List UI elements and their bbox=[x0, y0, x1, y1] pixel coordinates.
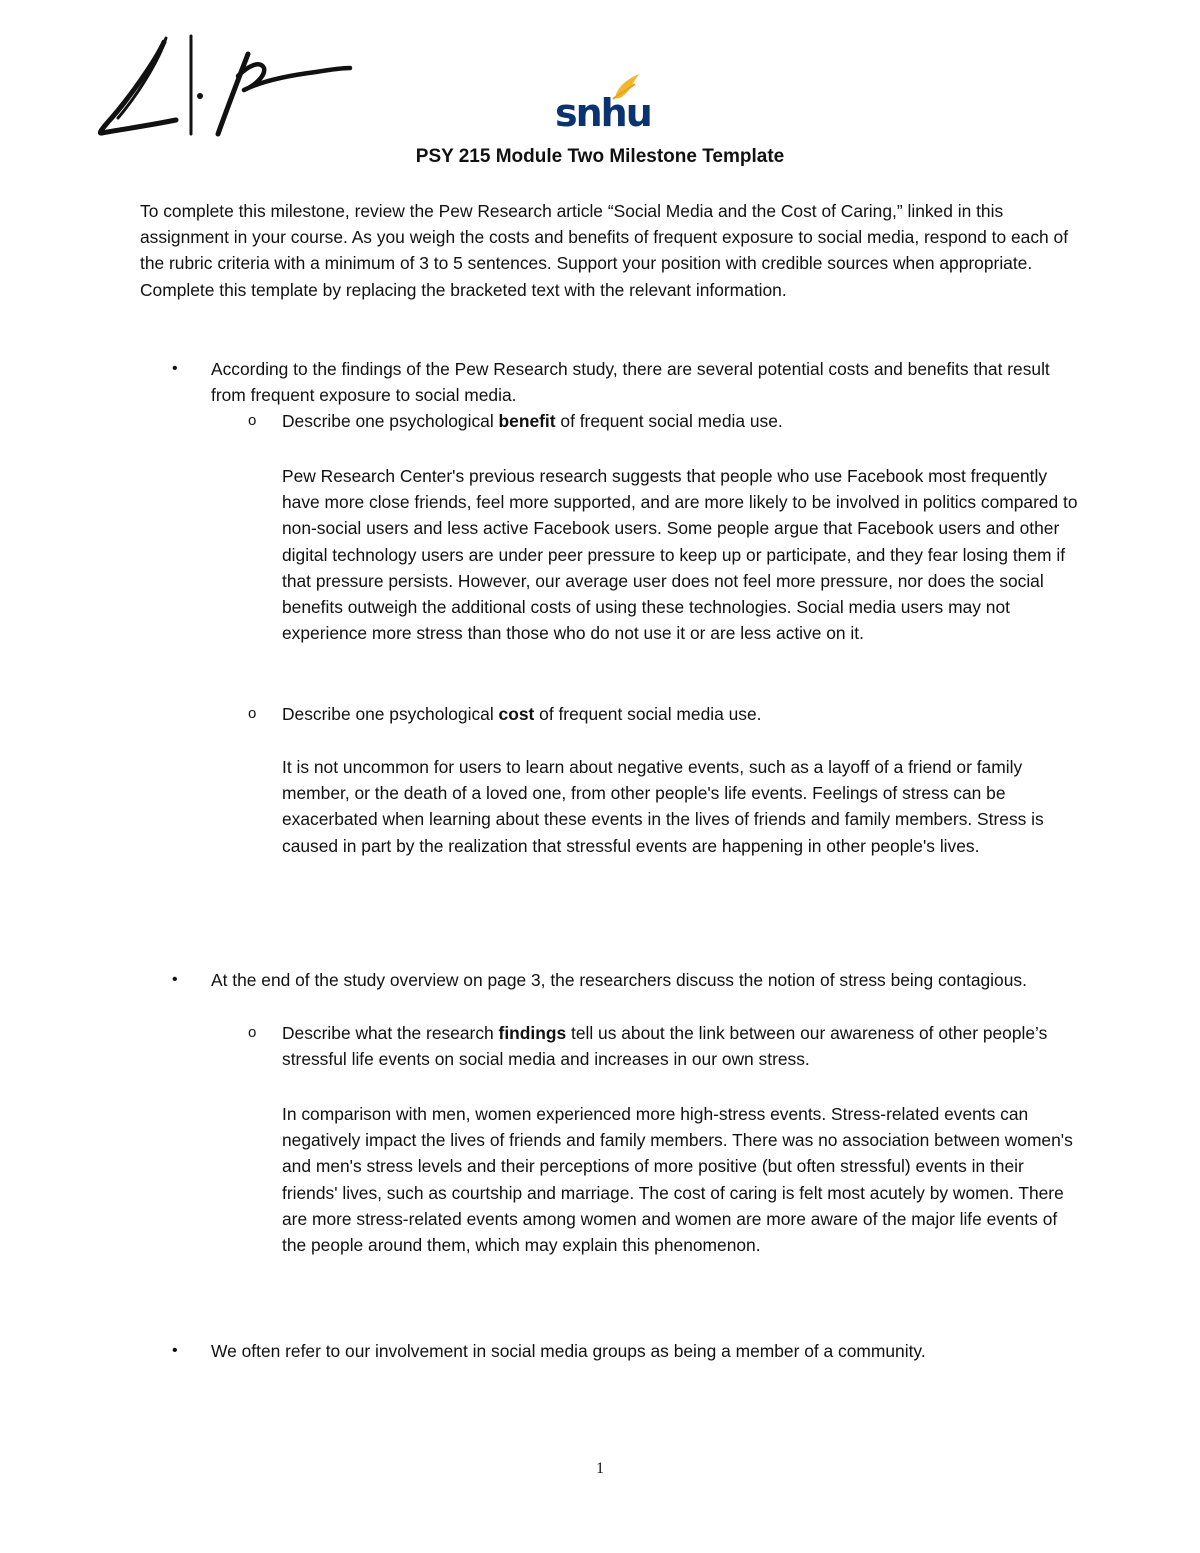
section-1-answer-2: It is not uncommon for users to learn about negative events, such as a layoff of a friend or family member, or the death of a loved one, from other people's life events. Feelings of stress can be exacerbated when learning about these events in the lives of friends and family members. Stress is caused in part by the realization that stressful events are happening in other people's lives. bbox=[282, 757, 1044, 856]
bullet-marker: • bbox=[172, 360, 178, 377]
section-1-prompt-2: Describe one psychological cost of frequent social media use. bbox=[282, 704, 762, 724]
section-2-prompt-1: Describe what the research findings tell us about the link between our awareness of other people’s stressful life events on social media and increases in our own stress. bbox=[282, 1023, 1048, 1070]
bullet-marker: • bbox=[172, 971, 178, 988]
page-title: PSY 215 Module Two Milestone Template bbox=[415, 146, 785, 167]
section-3-bullet: We often refer to our involvement in social media groups as being a member of a community. bbox=[211, 1341, 926, 1361]
logo-wordmark: snhu bbox=[555, 91, 651, 135]
section-1-answer-1: Pew Research Center's previous research suggests that people who use Facebook most frequently have more close friends, feel more supported, and are more likely to be involved in politics compared to non-social users and less active Facebook users. Some people argue that Facebook users and other digital technology users are under peer pressure to keep up or participate, and they fear losing them if that pressure persists. However, our average user does not feel more pressure, nor does the social benefits outweigh the additional costs of using these technologies. Social media users may not experience more stress than those who do not use it or are less active on it. bbox=[282, 466, 1078, 644]
intro-paragraph: To complete this milestone, review the Pew Research article “Social Media and the Cost of Caring,” linked in this assignment in your course. As you weigh the costs and benefits of frequent exposure to social media, respond to each of the rubric criteria with a minimum of 3 to 5 sentences. Support your position with credible sources when appropriate. Complete this template by replacing the bracketed text with the relevant information. bbox=[140, 201, 1069, 300]
page-number: 1 bbox=[596, 1460, 604, 1477]
snhu-logo bbox=[555, 72, 651, 135]
section-2-answer-1: In comparison with men, women experienced more high-stress events. Stress-related events can negatively impact the lives of friends and family members. There was no association between women's and men's stress levels and their perceptions of more positive (but often stressful) events in their friends' lives, such as courtship and marriage. The cost of caring is felt most acutely by women. There are more stress-related events among women and women are more aware of the major life events of the people around them, which may explain this phenomenon. bbox=[282, 1104, 1073, 1256]
section-1-prompt-1: Describe one psychological benefit of frequent social media use. bbox=[282, 411, 783, 431]
bullet-marker: • bbox=[172, 1342, 178, 1359]
sub-bullet-marker: o bbox=[248, 1024, 257, 1041]
sub-bullet-marker: o bbox=[248, 412, 257, 429]
signature-image bbox=[88, 30, 358, 142]
section-1-bullet: According to the findings of the Pew Research study, there are several potential costs and benefits that result from frequent exposure to social media. bbox=[211, 359, 1050, 406]
sub-bullet-marker: o bbox=[248, 705, 257, 722]
section-2-bullet: At the end of the study overview on page 3, the researchers discuss the notion of stress being contagious. bbox=[211, 970, 1027, 990]
